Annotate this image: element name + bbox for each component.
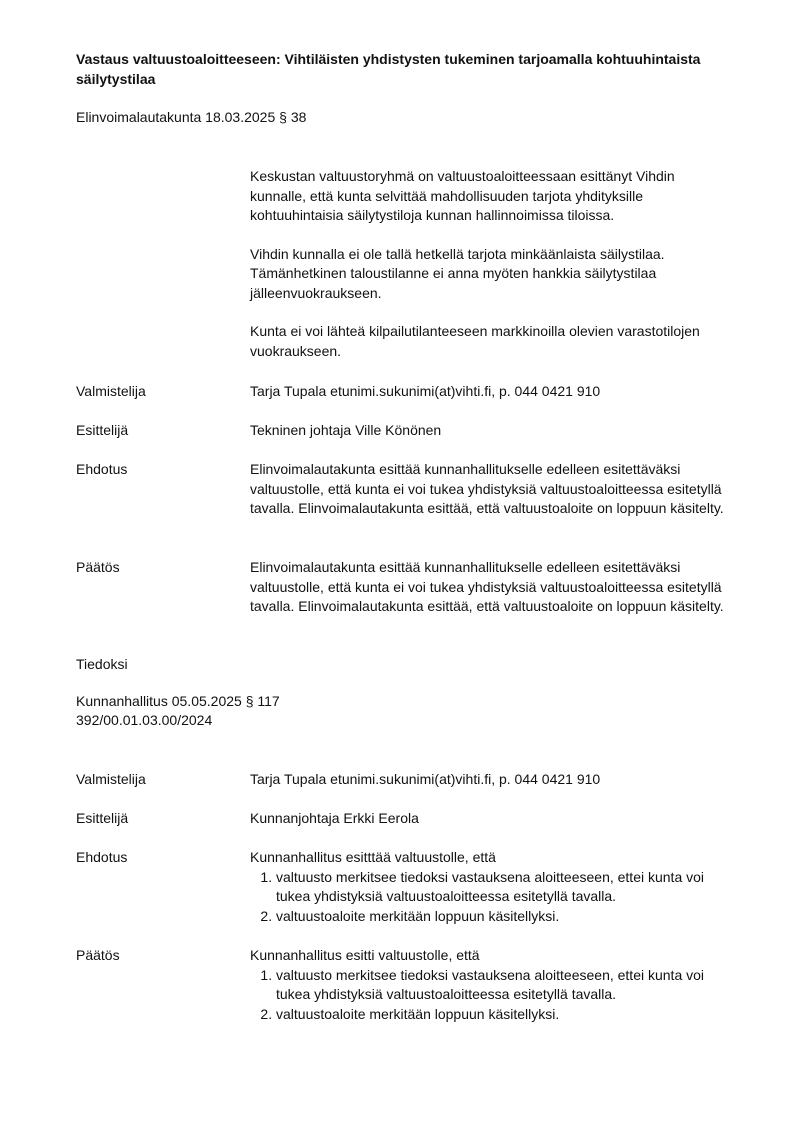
paatos-value [250,946,734,1024]
list-item: 1. valtuusto merkitsee tiedoksi vastauksena aloitteeseen, ettei kunta voi tukea yhdistyksiä valtuustoaloitteessa esitetyllä tavalla. [276,868,734,907]
esittelija-value: Tekninen johtaja Ville Könönen [250,422,442,438]
valmistelija-value: Tarja Tupala etunimi.sukunimi(at)vihti.fi, p. 044 0421 910 [250,383,601,399]
paatos-intro: Kunnanhallitus esitti valtuustolle, että [250,947,480,963]
paatos-label: Päätös [76,947,120,963]
esittelija-value: Kunnanjohtaja Erkki Eerola [250,810,419,826]
paatos-value: Elinvoimalautakunta esittää kunnanhallitukselle edelleen esitettäväksi valtuustolle, että kunta ei voi tukea yhdistyksiä valtuustoaloitteessa esitetyllä tavalla. Elinvoimalautakunta esittää, että valtuustoaloite on loppuun käsitelty. [250,559,724,614]
meeting-heading-elinvoimalautakunta: Elinvoimalautakunta 18.03.2025 § 38 [76,109,307,125]
valmistelija-label: Valmistelija [76,771,146,787]
ehdotus-intro: Kunnanhallitus esitttää valtuustolle, että [250,849,496,865]
background-paragraph: Vihdin kunnalla ei ole tallä hetkellä tarjota minkäänlaista säilystilaa. Tämänhetkinen taloustilanne ei anna myöten hankkia säilytystilaa jälleenvuokraukseen. [250,245,665,301]
tiedoksi-label: Tiedoksi [76,656,128,672]
ehdotus-label: Ehdotus [76,461,128,477]
document-title: Vastaus valtuustoaloitteeseen: Vihtiläisten yhdistysten tukeminen tarjoamalla kohtuuhintaista säilytystilaa [76,51,701,87]
ehdotus-value: Elinvoimalautakunta esittää kunnanhallitukselle edelleen esitettäväksi valtuustolle, että kunta ei voi tukea yhdistyksiä valtuustoaloitteessa esitetyllä tavalla. Elinvoimalautakunta esittää, että valtuustoaloite on loppuun käsitelty. [250,461,724,516]
list-item: 2. valtuustoaloite merkitään loppuun käsitellyksi. [276,907,734,927]
diary-number: 392/00.01.03.00/2024 [76,712,213,728]
esittelija-label: Esittelijä [76,810,129,826]
paatos-label: Päätös [76,559,120,575]
ehdotus-list [250,868,734,927]
paatos-list [250,966,734,1025]
meeting-heading-kunnanhallitus: Kunnanhallitus 05.05.2025 § 117 [76,693,280,709]
valmistelija-label: Valmistelija [76,383,146,399]
ehdotus-value [250,848,734,926]
esittelija-label: Esittelijä [76,422,129,438]
list-item: 1. valtuusto merkitsee tiedoksi vastauksena aloitteeseen, ettei kunta voi tukea yhdistyksiä valtuustoaloitteessa esitetyllä tavalla. [276,966,734,1005]
valmistelija-value: Tarja Tupala etunimi.sukunimi(at)vihti.fi, p. 044 0421 910 [250,771,601,787]
ehdotus-label: Ehdotus [76,849,128,865]
background-paragraph: Kunta ei voi lähteä kilpailutilanteeseen markkinoilla olevien varastotilojen vuokraukseen. [250,323,700,359]
list-item: 2. valtuustoaloite merkitään loppuun käsitellyksi. [276,1005,734,1025]
background-paragraph: Keskustan valtuustoryhmä on valtuustoaloitteessaan esittänyt Vihdin kunnalle, että kunta selvittää mahdollisuuden tarjota yhdityksille kohtuuhintaisia säilytystiloja kunnan hallinnoimissa tiloissa. [250,168,675,223]
background-text [250,167,734,361]
